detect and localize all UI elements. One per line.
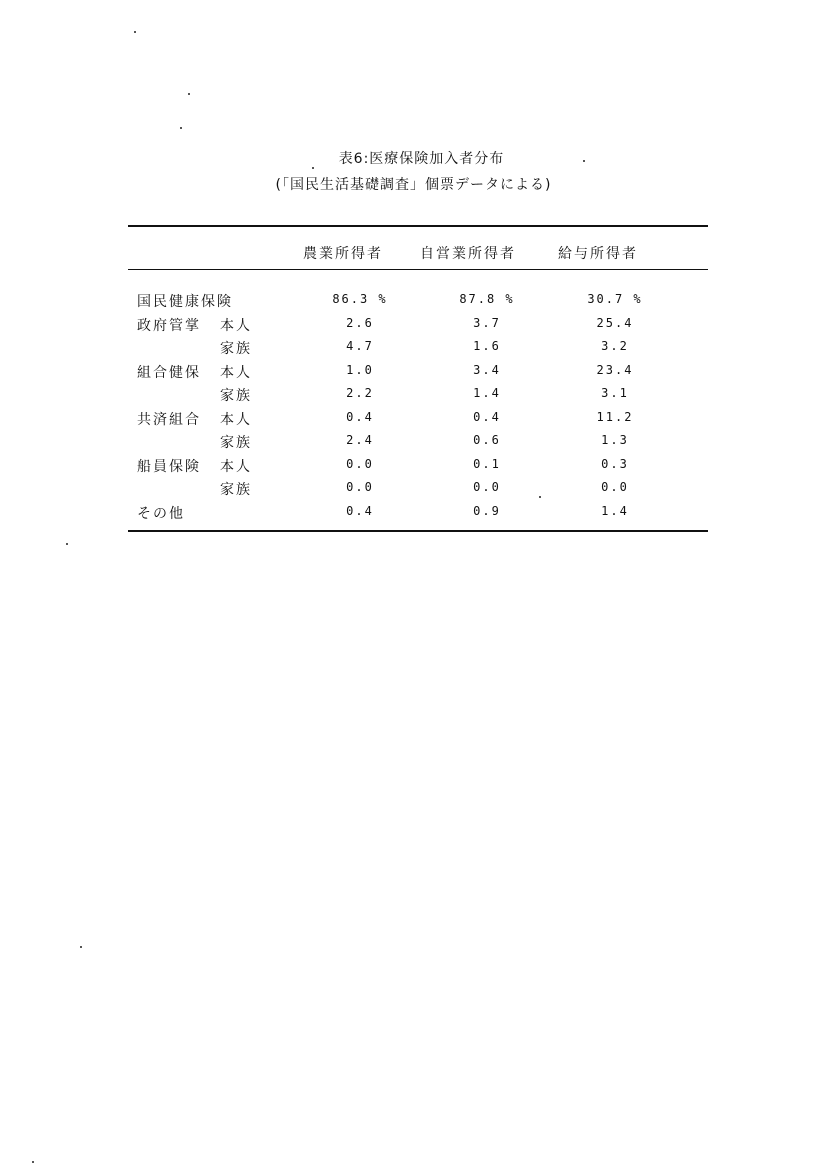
cell-self-employed: 0.9 xyxy=(473,504,501,518)
scan-speck xyxy=(583,160,585,162)
row-subcategory: 本人 xyxy=(220,459,252,475)
cell-farm: 4.7 xyxy=(346,339,374,353)
cell-farm: 0.4 xyxy=(346,504,374,518)
column-header-farm-income: 農業所得者 xyxy=(303,246,383,262)
scan-speck xyxy=(134,31,136,33)
scan-speck xyxy=(32,1161,34,1163)
cell-self-employed: 1.4 xyxy=(473,386,501,400)
row-subcategory: 家族 xyxy=(220,435,252,451)
row-category: 政府管掌 xyxy=(137,318,201,334)
scan-speck xyxy=(66,543,68,545)
scan-speck xyxy=(80,946,82,948)
cell-self-employed: 0.0 xyxy=(473,480,501,494)
cell-farm: 2.2 xyxy=(346,386,374,400)
cell-salary: 1.3 xyxy=(601,433,629,447)
cell-salary: 0.3 xyxy=(601,457,629,471)
cell-self-employed: 0.1 xyxy=(473,457,501,471)
scan-speck xyxy=(312,167,314,169)
row-category: その他 xyxy=(137,506,185,522)
cell-farm: 0.0 xyxy=(346,480,374,494)
row-category: 共済組合 xyxy=(137,412,201,428)
scan-speck xyxy=(188,93,190,95)
row-category: 船員保険 xyxy=(137,459,201,475)
table-row xyxy=(0,456,827,478)
row-subcategory: 本人 xyxy=(220,318,252,334)
cell-farm: 0.4 xyxy=(346,410,374,424)
table-subtitle: (「国民生活基礎調査」個票データによる) xyxy=(275,177,552,193)
cell-self-employed: 0.6 xyxy=(473,433,501,447)
cell-self-employed: 0.4 xyxy=(473,410,501,424)
row-subcategory: 家族 xyxy=(220,388,252,404)
row-subcategory: 本人 xyxy=(220,365,252,381)
table-bottom-rule xyxy=(128,530,708,532)
cell-farm: 1.0 xyxy=(346,363,374,377)
scan-speck xyxy=(180,127,182,129)
table-row xyxy=(0,291,827,313)
row-subcategory: 家族 xyxy=(220,482,252,498)
table-row xyxy=(0,385,827,407)
table-row xyxy=(0,362,827,384)
table-top-rule xyxy=(128,225,708,227)
cell-salary: 11.2 xyxy=(596,410,634,424)
cell-salary: 3.2 xyxy=(601,339,629,353)
table-header-rule xyxy=(128,269,708,270)
cell-self-employed: 1.6 xyxy=(473,339,501,353)
cell-salary: 25.4 xyxy=(596,316,634,330)
table-row xyxy=(0,503,827,525)
row-category: 組合健保 xyxy=(137,365,201,381)
column-header-salary-income: 給与所得者 xyxy=(558,246,638,262)
cell-salary: 30.7 % xyxy=(587,292,643,306)
row-subcategory: 家族 xyxy=(220,341,252,357)
cell-salary: 3.1 xyxy=(601,386,629,400)
row-subcategory: 本人 xyxy=(220,412,252,428)
table-row xyxy=(0,315,827,337)
cell-self-employed: 3.4 xyxy=(473,363,501,377)
table-row xyxy=(0,338,827,360)
column-header-self-employed-income: 自営業所得者 xyxy=(420,246,516,262)
cell-farm: 0.0 xyxy=(346,457,374,471)
cell-salary: 23.4 xyxy=(596,363,634,377)
cell-self-employed: 3.7 xyxy=(473,316,501,330)
row-category: 国民健康保険 xyxy=(137,294,233,310)
cell-salary: 1.4 xyxy=(601,504,629,518)
table-row xyxy=(0,479,827,501)
cell-farm: 2.6 xyxy=(346,316,374,330)
cell-farm: 2.4 xyxy=(346,433,374,447)
cell-self-employed: 87.8 % xyxy=(459,292,515,306)
cell-salary: 0.0 xyxy=(601,480,629,494)
table-row xyxy=(0,409,827,431)
scan-speck xyxy=(539,496,541,498)
table-title: 表6:医療保険加入者分布 xyxy=(338,151,505,167)
cell-farm: 86.3 % xyxy=(332,292,388,306)
table-row xyxy=(0,432,827,454)
